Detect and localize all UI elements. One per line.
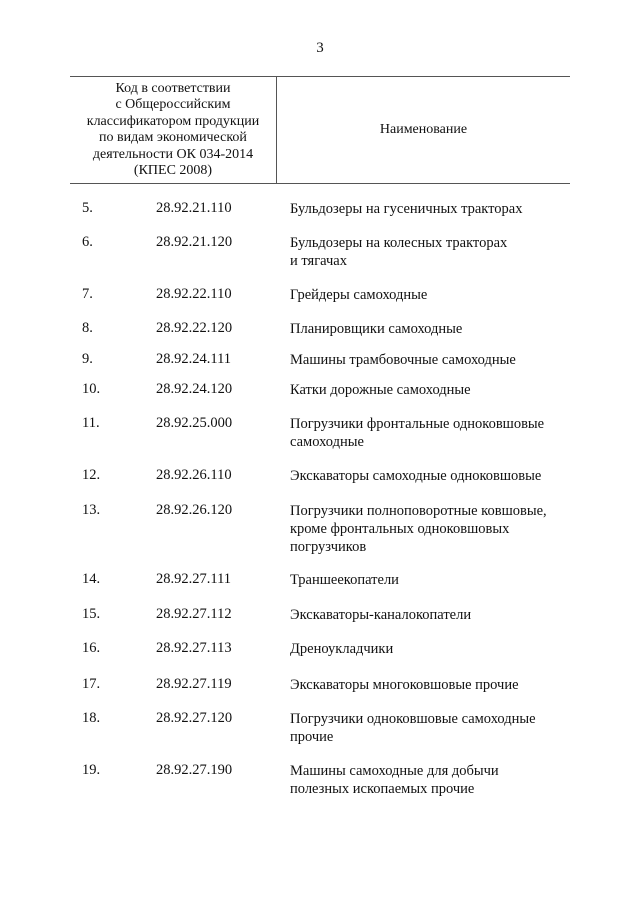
row-number: 13. xyxy=(82,502,101,518)
row-name: Планировщики самоходные xyxy=(290,321,463,337)
row-name: Машины трамбовочные самоходные xyxy=(290,352,516,368)
row-name: Бульдозеры на колесных тракторах и тягачах xyxy=(290,235,508,269)
row-number: 12. xyxy=(82,467,101,483)
row-name: Катки дорожные самоходные xyxy=(290,382,471,398)
row-code: 28.92.26.120 xyxy=(156,502,233,518)
row-number: 19. xyxy=(82,762,101,778)
row-name: Бульдозеры на гусеничных тракторах xyxy=(290,201,523,217)
header-code-label: Код в соответствии с Общероссийским классификатором продукции по видам экономической деятельности ОК 034-2014 (КПЕС 2008) xyxy=(86,80,260,178)
row-name: Погрузчики фронтальные одноковшовые самоходные xyxy=(290,416,545,450)
row-number: 10. xyxy=(82,381,101,397)
row-code: 28.92.24.120 xyxy=(156,381,233,397)
row-name: Машины самоходные для добычи полезных ископаемых прочие xyxy=(290,763,499,797)
row-number: 7. xyxy=(82,286,93,302)
row-code: 28.92.25.000 xyxy=(156,415,233,431)
row-number: 8. xyxy=(82,320,93,336)
row-name: Дреноукладчики xyxy=(290,641,394,657)
row-number: 17. xyxy=(82,676,101,692)
row-code: 28.92.27.112 xyxy=(156,606,232,622)
row-code: 28.92.27.190 xyxy=(156,762,233,778)
row-name: Экскаваторы многоковшовые прочие xyxy=(290,677,519,693)
row-number: 11. xyxy=(82,415,100,431)
row-number: 14. xyxy=(82,571,101,587)
row-code: 28.92.22.120 xyxy=(156,320,233,336)
row-number: 16. xyxy=(82,640,101,656)
row-name: Траншеекопатели xyxy=(290,572,399,588)
row-name: Грейдеры самоходные xyxy=(290,287,428,303)
row-number: 18. xyxy=(82,710,101,726)
row-code: 28.92.21.120 xyxy=(156,234,233,250)
header-code-column xyxy=(70,77,277,183)
row-name: Погрузчики одноковшовые самоходные прочие xyxy=(290,711,536,745)
row-number: 6. xyxy=(82,234,93,250)
table-header xyxy=(70,76,570,184)
row-code: 28.92.27.111 xyxy=(156,571,232,587)
row-number: 9. xyxy=(82,351,93,367)
header-name-label: Наименование xyxy=(379,122,468,137)
row-number: 15. xyxy=(82,606,101,622)
row-code: 28.92.24.111 xyxy=(156,351,232,367)
row-code: 28.92.27.120 xyxy=(156,710,233,726)
row-code: 28.92.27.113 xyxy=(156,640,232,656)
row-name: Экскаваторы самоходные одноковшовые xyxy=(290,468,542,484)
page-number: 3 xyxy=(316,40,324,56)
row-number: 5. xyxy=(82,200,93,216)
row-code: 28.92.27.119 xyxy=(156,676,232,692)
row-code: 28.92.21.110 xyxy=(156,200,232,216)
row-code: 28.92.22.110 xyxy=(156,286,232,302)
row-code: 28.92.26.110 xyxy=(156,467,232,483)
row-name: Погрузчики полноповоротные ковшовые, кроме фронтальных одноковшовых погрузчиков xyxy=(290,503,547,555)
header-name-column xyxy=(277,77,570,183)
row-name: Экскаваторы-каналокопатели xyxy=(290,607,472,623)
